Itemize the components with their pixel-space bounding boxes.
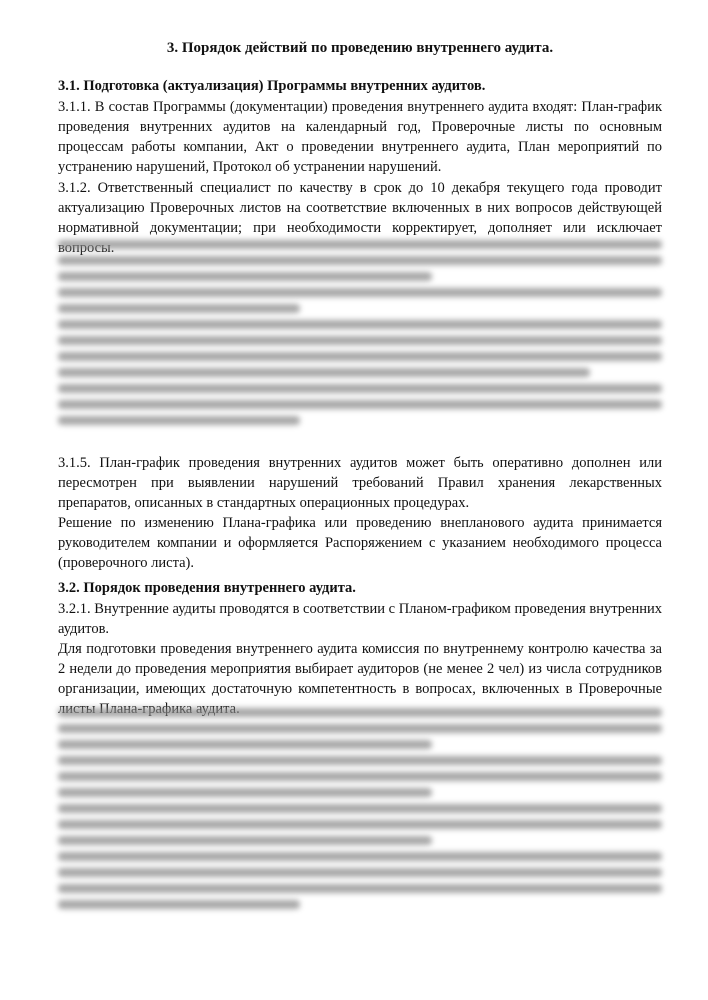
paragraph-3-1-5-decision: Решение по изменению Плана-графика или проведению внепланового аудита принимается руководителем компании и оформляется Распоряжением с указанием необходимого процесса (проверочного листа).	[58, 515, 662, 571]
paragraph-3-2-1: 3.2.1. Внутренние аудиты проводятся в соответствии с Планом-графиком проведения внутренних аудитов.	[58, 601, 662, 637]
section-3-2-title: . Порядок проведения внутреннего аудита.	[76, 580, 356, 596]
paragraph-3-2-1-commission: Для подготовки проведения внутреннего аудита комиссия по внутреннему контролю качества за 2 недели до проведения мероприятия выбирает аудиторов (не менее 2 чел) из числа сотрудников организации, имеющих достаточную компетентность в вопросах, включенных в Проверочные	[58, 641, 662, 697]
paragraph-3-1-5: 3.1.5. План-график проведения внутренних аудитов может быть оперативно дополнен или пересмотрен при выявлении нарушений требований Правил хранения лекарственных препаратов, описанных в стандартных операционных процедурах.	[58, 455, 662, 511]
redacted-block-1	[58, 240, 662, 432]
section-3-2-heading	[58, 580, 356, 597]
paragraph-3-1-2: 3.1.2. Ответственный специалист по качеству в срок до 10 декабря текущего года проводит актуализацию Проверочных листов на соответствие включенных в них вопросов действующей нормативной документации; при необходимости корректирует, дополняет или исключает	[58, 180, 662, 236]
redacted-block-2	[58, 708, 662, 916]
section-3-2-number: 3.2	[58, 580, 77, 596]
section-3-1-heading: 3.1. Подготовка (актуализация) Программы внутренних аудитов.	[58, 78, 486, 94]
paragraph-3-1-1: 3.1.1. В состав Программы (документации) проведения внутреннего аудита входят: План-график проведения внутренних аудитов на календарный год, Проверочные листы по основным процессам работы компании, Акт о проведении внутреннего аудита, План мероприятий по устранению нарушений, Протокол об устранении нарушений.	[58, 99, 662, 175]
section-title: 3. Порядок действий по проведению внутреннего аудита.	[166, 40, 554, 56]
